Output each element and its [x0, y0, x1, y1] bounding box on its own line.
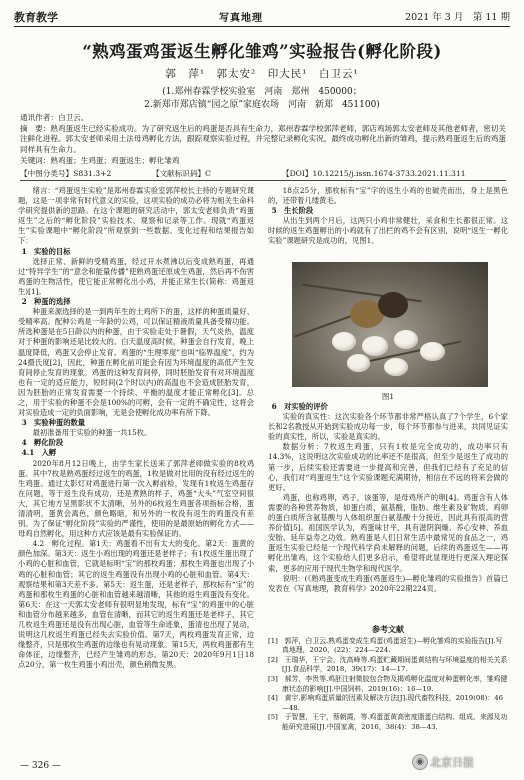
figure-1-photo-chicks-and-eggs: [292, 262, 488, 387]
classification-line: [20, 168, 506, 181]
abstract: 摘 要：熟鸡蛋返生已经实验成功。为了研究返生后的鸡蛋是否具有生命力，郑州春霖学校郭萍老师，郭店鸡场郭太安老师及其他老师者，密切关注鲜化进程。郭太安老师采用土法母鸡孵化方法，跟踪观察实验过程，并完整记录孵化实况，最终成功孵化出新的雏鸡，提示熟鸡蛋返生后的鸡蛋同样具有生命力。: [20, 124, 506, 154]
section-heading: 6 对实验的评价: [271, 402, 328, 411]
body-paragraph: 种蛋来源选择的是一到两年生的土鸡所下的蛋，这样的种蛋质量好、受精率高。配种公鸡是一年龄的公鸡，可以保证精液质量具备受精功能。所选种蛋是在5日龄以内的种蛋，由于实验走处于暑假，天气炎热，温度对于种蛋的影响还是比较大的。白天温度高时候，种蛋会自行发育，晚上温度降低，鸡蛋又会停止发育。鸡蛋的“生理零度”也叫“临界温度”，约为24摄氏度[2]，因此，种蛋在孵化前可能会有因为环境温度的高低产生发育间停止发育的现象。鸡蛋的这种发育间停，同时胚胎发育有对环境温度也有一定的适应能力，短时间(2个时以内)的高温也不会造成胚胎发育，因为胚胎的正常发育需要一个持续、平衡的温度才能正常孵化[3]。总之，用于实验的种蛋不会是100%的可孵，会有一定的不确定性，这将会对实验造成一定的负面影响，无是会使孵化成功率有所下降。: [18, 307, 254, 418]
references-heading: 参考文献: [372, 624, 404, 634]
affiliation-2: 2.新郑市郑店镇“园之原”家庭农场 河南 新郑 451100): [144, 100, 380, 110]
body-paragraph: 18点25分，那枚标有“宝”字的返生小鸡的也破壳而出，身上是黑色的，还带着几缕黄毛。: [268, 186, 508, 206]
body-paragraph: 2020年8月12日晚上，由学生家长送来了郭萍老师做实验的8枚鸡蛋。其中7枚是熟鸡蛋经过返生的鸡蛋，1枚是做对比用的没有经过返生的生鸡蛋。通过太影灯对鸡蛋进行第一次入孵前检，发现有1枚返生鸡蛋存在问题，等于返生没有成功，还是煮熟的样子，鸡蛋“大头”气室空间很大，其它地方呈黑影状不太清晰，另外的6枚返生鸡蛋各项指标合格，蛋清清明，蛋黄会离色，颜色略暗，和另外的一枚没有返生的鸡蛋没有差别。为了保证“孵化阶段”实验的严谨性，使用的是最原始的孵化方式——母鸡自然孵化，用这种方式应该是最有实验保证的。: [18, 458, 254, 539]
header-section: 教育教学: [14, 11, 58, 24]
body-paragraph: 从出生到两个月后，这两只小鸡非常健壮，采食和生长都很正常。这时候的返生鸡蛋孵出的小鸡就有了出栏的鸡不会有区别，说明“返生一孵化实验”课题研究是成功的，见图1。: [268, 216, 508, 246]
watermark-logo-icon: ◉: [412, 754, 428, 770]
section-heading: 4 孵化阶段: [21, 438, 64, 448]
section-heading: 5 生长阶段: [271, 206, 314, 216]
doc-code: 【文献标识码】C: [152, 169, 211, 178]
section-heading: 3 实验种蛋的数量: [21, 418, 86, 428]
header-journal: 写真地理: [219, 13, 263, 24]
reference-item: [1] 郭萍，白卫云.熟鸡蛋变成生鸡蛋(鸡蛋返生)—孵化雏鸡的实验报告[J].写真地理，2020，(22)：224—224.: [268, 636, 503, 655]
section-heading: 2 种蛋的选择: [21, 297, 71, 307]
header-issue: 2021 年 3 月 第 11 期: [405, 12, 510, 23]
section-heading: 4.1 入孵: [21, 448, 57, 458]
keywords: 关键词：熟鸡蛋；生鸡蛋；鸡蛋返生；孵化雏鸡: [20, 156, 180, 165]
section-heading: 1 实验的目标: [21, 246, 71, 256]
body-right-column-bottom: [268, 402, 508, 594]
body-left-column: [18, 186, 254, 671]
body-paragraph: 说明：(《熟鸡蛋变成生鸡蛋(鸡蛋返生)—孵化雏鸡的实验报告》首篇已发表在《写真地理，教育科学》2020年22期224页。: [268, 573, 508, 593]
reference-item: [3] 郝芳，李贵等.鸡胚注射微胶包合物及揭鸡孵化温度对种蛋孵化率，雏鸡健康状态的影响[J].中国饲料，2019(16)：16—19.: [268, 674, 508, 693]
reference-item: [2] 王瑞华，王宁会，沈高峰等.鸡蛋贮藏期间蛋黄结构与环境温度的相关关系[J].食品科学，2018，39(17)：14—17.: [268, 655, 508, 674]
watermark: 北京日报: [430, 756, 474, 769]
corresponding-author: 通讯作者：白卫云。: [20, 113, 89, 122]
body-paragraph: 绪言：“鸡蛋返生实验”是郑州春霖实验室郭萍校长主持的专题研究课题，这是一项非常有时代意义的实验，这项实验的成功必将为相关生命科学研究提供新的思路。在这个课题的研究活动中，郭太安老师负责“鸡蛋返生”之后的“孵化阶段”实验技术、观察和记录等工作。现就“鸡蛋返生”实验课题中“孵化阶段”所观察到一些数据、变化过程和结果报告如下：: [18, 186, 254, 246]
body-paragraph: 最初准备用于实验的种蛋一共15枚。: [32, 428, 152, 438]
body-paragraph: 实验的真实性：这次实验各个环节都非常严格认真了7个学生，6个家长和2名教授从开始到实验成功每一步，每个环节都参与进来，共同见证实验的真实性，所以，实验是真实的。: [268, 412, 508, 442]
reference-item: [4] 黄宇.影响鸡蛋质量的因素及解决方法[J].现代畜牧科技，2019(08)：46—48.: [268, 694, 503, 712]
body-paragraph: 4.2 孵化过程。第1天：鸡蛋看不出有太大的变化。第2天：蛋黄的颜色加深。第3天：返生小鸡出现的鸡蛋还是老样子；有1枚返生蛋出现了小鸡的心脏和血管，它就是标明“宝”的那枚鸡蛋；那枚生鸡蛋也出现了小鸡的心脏和血管；其它的返生鸡蛋没有出现小鸡的心脏和血管。第4天：观察结果和第3天差不多。第5天：返生蛋，还是老样子，那枚标有“宝”的鸡蛋和那枚生鸡蛋的心脏和血管越来越清晰，其他的返生鸡蛋没有变化。第6天：在这一天郭太安老师有很明显地发现，标有“宝”的鸡蛋中的心脏和血管分布越来越多，血管在清晰，而其它的返生鸡蛋还是老样子，其它几枚返生鸡蛋还是没有出现心脏，血管等生命迹象，蛋清也出现了晃动，说明这几枚返生鸡蛋已经失去实验价值。第7天，两枚鸡蛋发育正常，边缘整齐，只是那枚生鸡蛋的边缘也有晃动现象。第15天，两枚鸡蛋都有生命体征，边缘整齐，已经产生雏鸡的形态。第20天：2020年9月1日18点20分，第一枚生鸡蛋小鸡出壳，颜色稍微发黑。: [18, 539, 254, 670]
body-paragraph: 鸡蛋，也称鸡卵，鸡子，该蛋等，是母鸡所产的卵[4]。鸡蛋含有人体需要的各种营养物质，如蛋白质，氨基酸，脂肪、维生素及矿物质。鸡卵的蛋白质所含氨基酸与人体组织蛋白氨基酸十分接近，因此具有很高的营养价值[5]。祖国医学认为，鸡蛋味甘平，具有滋阴润燥、养心安神、养血安胎、延年益寿之功效。熟鸡蛋是人们日常生活中最常见的食品之一，鸡蛋返生实验已经是一个现代科学尚未解释的问题，后续的鸡蛋返生——再孵化出雏鸡，这个实验给人们更多启示，希望将此显现进行更深入理论探索，更多的应用于现代生物学和现代医学。: [268, 492, 508, 573]
clc-number: 【中图分类号】S831.3+2: [20, 169, 112, 178]
author-list: 郭 萍¹ 郭太安² 印大民¹ 白卫云¹: [165, 68, 359, 80]
page-number: — 326 —: [20, 761, 61, 771]
article-title: “熟鸡蛋鸡蛋返生孵化雏鸡”实验报告(孵化阶段): [82, 42, 442, 61]
affiliation-1: (1.郑州春霖学校实验室 河南 郑州 450000；: [162, 87, 362, 97]
running-header: [14, 6, 510, 27]
doi: 【DOI】10.12215/j.issn.1674-3733.2021.11.311: [282, 169, 466, 178]
body-right-column-top: [268, 186, 508, 247]
reference-item: [5] 于智慧，王宁，蔡朝霞，等.鸡蛋蛋黄高密度脂蛋白结构、组成、来源及功能研究进展[J].中国家禽，2016，38(4)：38—43.: [268, 713, 508, 731]
figure-caption: 图1: [381, 392, 395, 401]
body-paragraph: 选择正常、新鲜的受精鸡蛋，经过开水煮沸以后变成熟鸡蛋，再通过“特异学生”的“意念和能量传播”使熟鸡蛋还原成生鸡蛋，然后再不伤害鸡蛋的生物活性，使它能正常孵化出小鸡，并能正常生长(简称：鸡蛋返生)[1]。: [18, 256, 254, 296]
body-paragraph: 数据分析：7枚返生鸡蛋，只有1枚是完全成功的，成功率只有14.3%，这说明这次实验成功的比率还不是很高，但至少是返生了成功的第一步，后续实验还需要进一步提高和完善，但我们已经有了充足的信心，我们对“鸡蛋返生”这个实验课题充满期待，相信在不远的将来会做的更好。: [268, 442, 508, 492]
references: [268, 625, 508, 733]
